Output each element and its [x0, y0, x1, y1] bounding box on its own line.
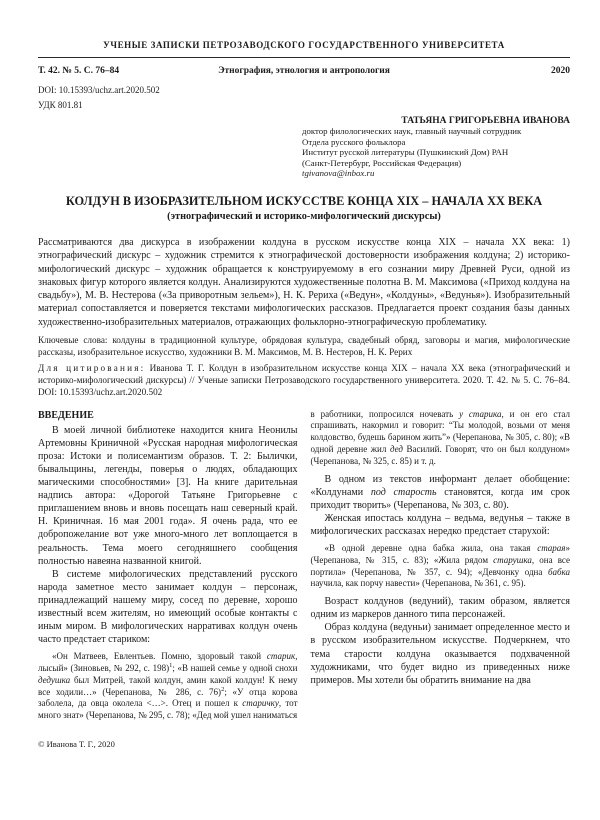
- author-department: Отдела русского фольклора: [302, 136, 406, 147]
- journal-running-head: УЧЕНЫЕ ЗАПИСКИ ПЕТРОЗАВОДСКОГО ГОСУДАРСТВЕННОГО УНИВЕРСИТЕТА: [103, 40, 505, 50]
- author-name: ТАТЬЯНА ГРИГОРЬЕВНА ИВАНОВА: [401, 116, 570, 126]
- keywords-text: колдуны в традиционной культуре, обрядовая культура, свадебный обряд, заговоры и магия, мифологические рассказы, изобразительное искусство, художники В. М. Максимов, М. В. Нестеров, Н. К. Рерих: [38, 335, 570, 357]
- article-title: КОЛДУН В ИЗОБРАЗИТЕЛЬНОМ ИСКУССТВЕ КОНЦА XIX – НАЧАЛА XX ВЕКА: [65, 193, 543, 208]
- quote-text: в работники, попросился ночевать у старика, и он его стал спрашивать, накормил и говорит: “Ты молодой, возьми от меня колдовство, будешь барином жить”» (Черепанова, № 305, с. 80); «В одной деревне жил дед Василий. Говорят, что он был колдуном» (Черепанова, № 325, с. 85) и т. д.: [310, 408, 570, 466]
- udc: УДК 801.81: [38, 100, 83, 110]
- copyright-notice: © Иванова Т. Г., 2020: [38, 739, 115, 750]
- paragraph: В моей личной библиотеке находится книга Неонилы Артемовны Криничной «Русская народная мифологическая проза: Истоки и полисемантизм образов. Т. 2: Былички, бывальщины, легенды, поверья о людях, обладающих магическими способностями» [3]. На книге дарительная надпись автора: «Дорогой Татьяне Григорьевне с приглашением вновь и вновь посещать наш северный край. Н. Криничная. 16 мая 2001 года». Я очень рада, что ее добропожелание вот уже много-много лет воплощается в реальность. Тема моего сегодняшнего сообщения полностью навеяна названной книгой.: [38, 424, 298, 567]
- paragraph: Возраст колдунов (ведуний), таким образом, является одним из маркеров данного типа персонажей.: [310, 596, 570, 621]
- right-column: [311, 409, 571, 752]
- keywords: [38, 335, 570, 358]
- citation: [38, 363, 570, 398]
- quote-text: «В одной деревне одна бабка жила, она такая старая» (Черепанова, № 315, с. 83); «Жила рядом старушка, она все портила» (Черепанова, № 357, с. 94); «Девчонку одна бабка научила, как порчу навести» (Черепанова, № 361, с. 95).: [310, 543, 570, 589]
- citation-label: Для цитирования:: [38, 363, 146, 374]
- block-quote: [311, 543, 571, 590]
- quote-text: «Он Матвеев, Евлентьев. Помню, здоровый такой старик, лысый» (Зиновьев, № 292, с. 198)$^1$; «В нашей семье у одной снохи дедушка был Митрей, такой колдун, амин какой колдун! К нему все ходили…» (Черепанова, № 286, с. 76)$^2$; «У отца корова заболела, да овца околела <…>. Отец и пошел к старичку, тот много знат» (Черепанова, № 295, с. 78); «Дед мой ушел наниматься: [38, 651, 298, 721]
- author-email: tgivanova@inbox.ru: [302, 168, 375, 179]
- keywords-label: Ключевые слова:: [38, 335, 108, 346]
- issue-year: 2020: [551, 66, 570, 76]
- citation-text: Иванова Т. Г. Колдун в изобразительном искусстве конца XIX – начала XX века (этнографический и историко-мифологический дискурсы) // Ученые записки Петрозаводского государственного университета. 2020. Т. 42. № 5. С. 76–84. DOI: 10.15393/uchz.art.2020.502: [38, 363, 570, 397]
- paragraph: В одном из текстов информант делает обобщение: «Колдунами под старость становятся, когда им срок приходит творить» (Черепанова, № 303, с. 80).: [310, 473, 570, 511]
- doi: DOI: 10.15393/uchz.art.2020.502: [38, 85, 160, 95]
- journal-section: Этнография, этнология и антропология: [218, 66, 390, 76]
- paragraph: В системе мифологических представлений русского народа заметное место занимает колдун – персонаж, принадлежащий нашему миру, сосед по деревне, хорошо известный всем жителям, но имеющий особые контакты с иным миром. В мифологических нарративах колдун очень часто предстает стариком:: [38, 568, 298, 646]
- paragraph: Женская ипостась колдуна – ведьма, ведунья – также в мифологических рассказах нередко предстает старухой:: [310, 512, 570, 537]
- header-divider: [38, 57, 570, 58]
- author-block: [302, 116, 570, 179]
- section-heading-introduction: ВВЕДЕНИЕ: [38, 409, 94, 421]
- block-quote-continued: [311, 409, 571, 468]
- volume-pages: Т. 42. № 5. С. 76–84: [38, 66, 120, 76]
- author-degree: доктор филологических наук, главный научный сотрудник: [302, 126, 522, 136]
- article-subtitle: (этнографический и историко-мифологический дискурсы): [167, 210, 441, 222]
- author-city: (Санкт-Петербург, Российская Федерация): [302, 157, 462, 168]
- left-column: [38, 409, 298, 752]
- body-columns: [38, 409, 570, 752]
- abstract: Рассматриваются два дискурса в изображении колдуна в русском искусстве конца XIX – начала XX века: 1) этнографический дискурс – художник стремится к этнографической достоверности изображения колдуна; 2) историко-мифологический дискурс – художник обращается к конструируемому в его сознании миру Древней Руси, одной из знаковых фигур которого является колдун. Анализируются художественные полотна В. М. Максимова («Приход колдуна на свадьбу»), М. В. Нестерова («За приворотным зельем»), Н. К. Рериха («Ведун», «Колдуны», «Ведунья»). Изобразительный материал сопоставляется и поверяется текстами мифологических рассказов. Предлагается проект создания базы данных художественно-изобразительных материалов, отражающих фольклорно-этнографическую проблематику.: [38, 236, 570, 328]
- issue-info-row: [38, 66, 570, 78]
- paragraph: Образ колдуна (ведуньи) занимает определенное место и в русском изобразительном искусстве. Подчеркнем, что тема старости колдуна оказывается подхваченной художниками, что будет видно из приведенных ниже примеров. Мы хотели бы обратить внимание на два: [310, 622, 570, 686]
- author-institute: Институт русской литературы (Пушкинский Дом) РАН: [302, 147, 509, 158]
- block-quote: [38, 651, 298, 722]
